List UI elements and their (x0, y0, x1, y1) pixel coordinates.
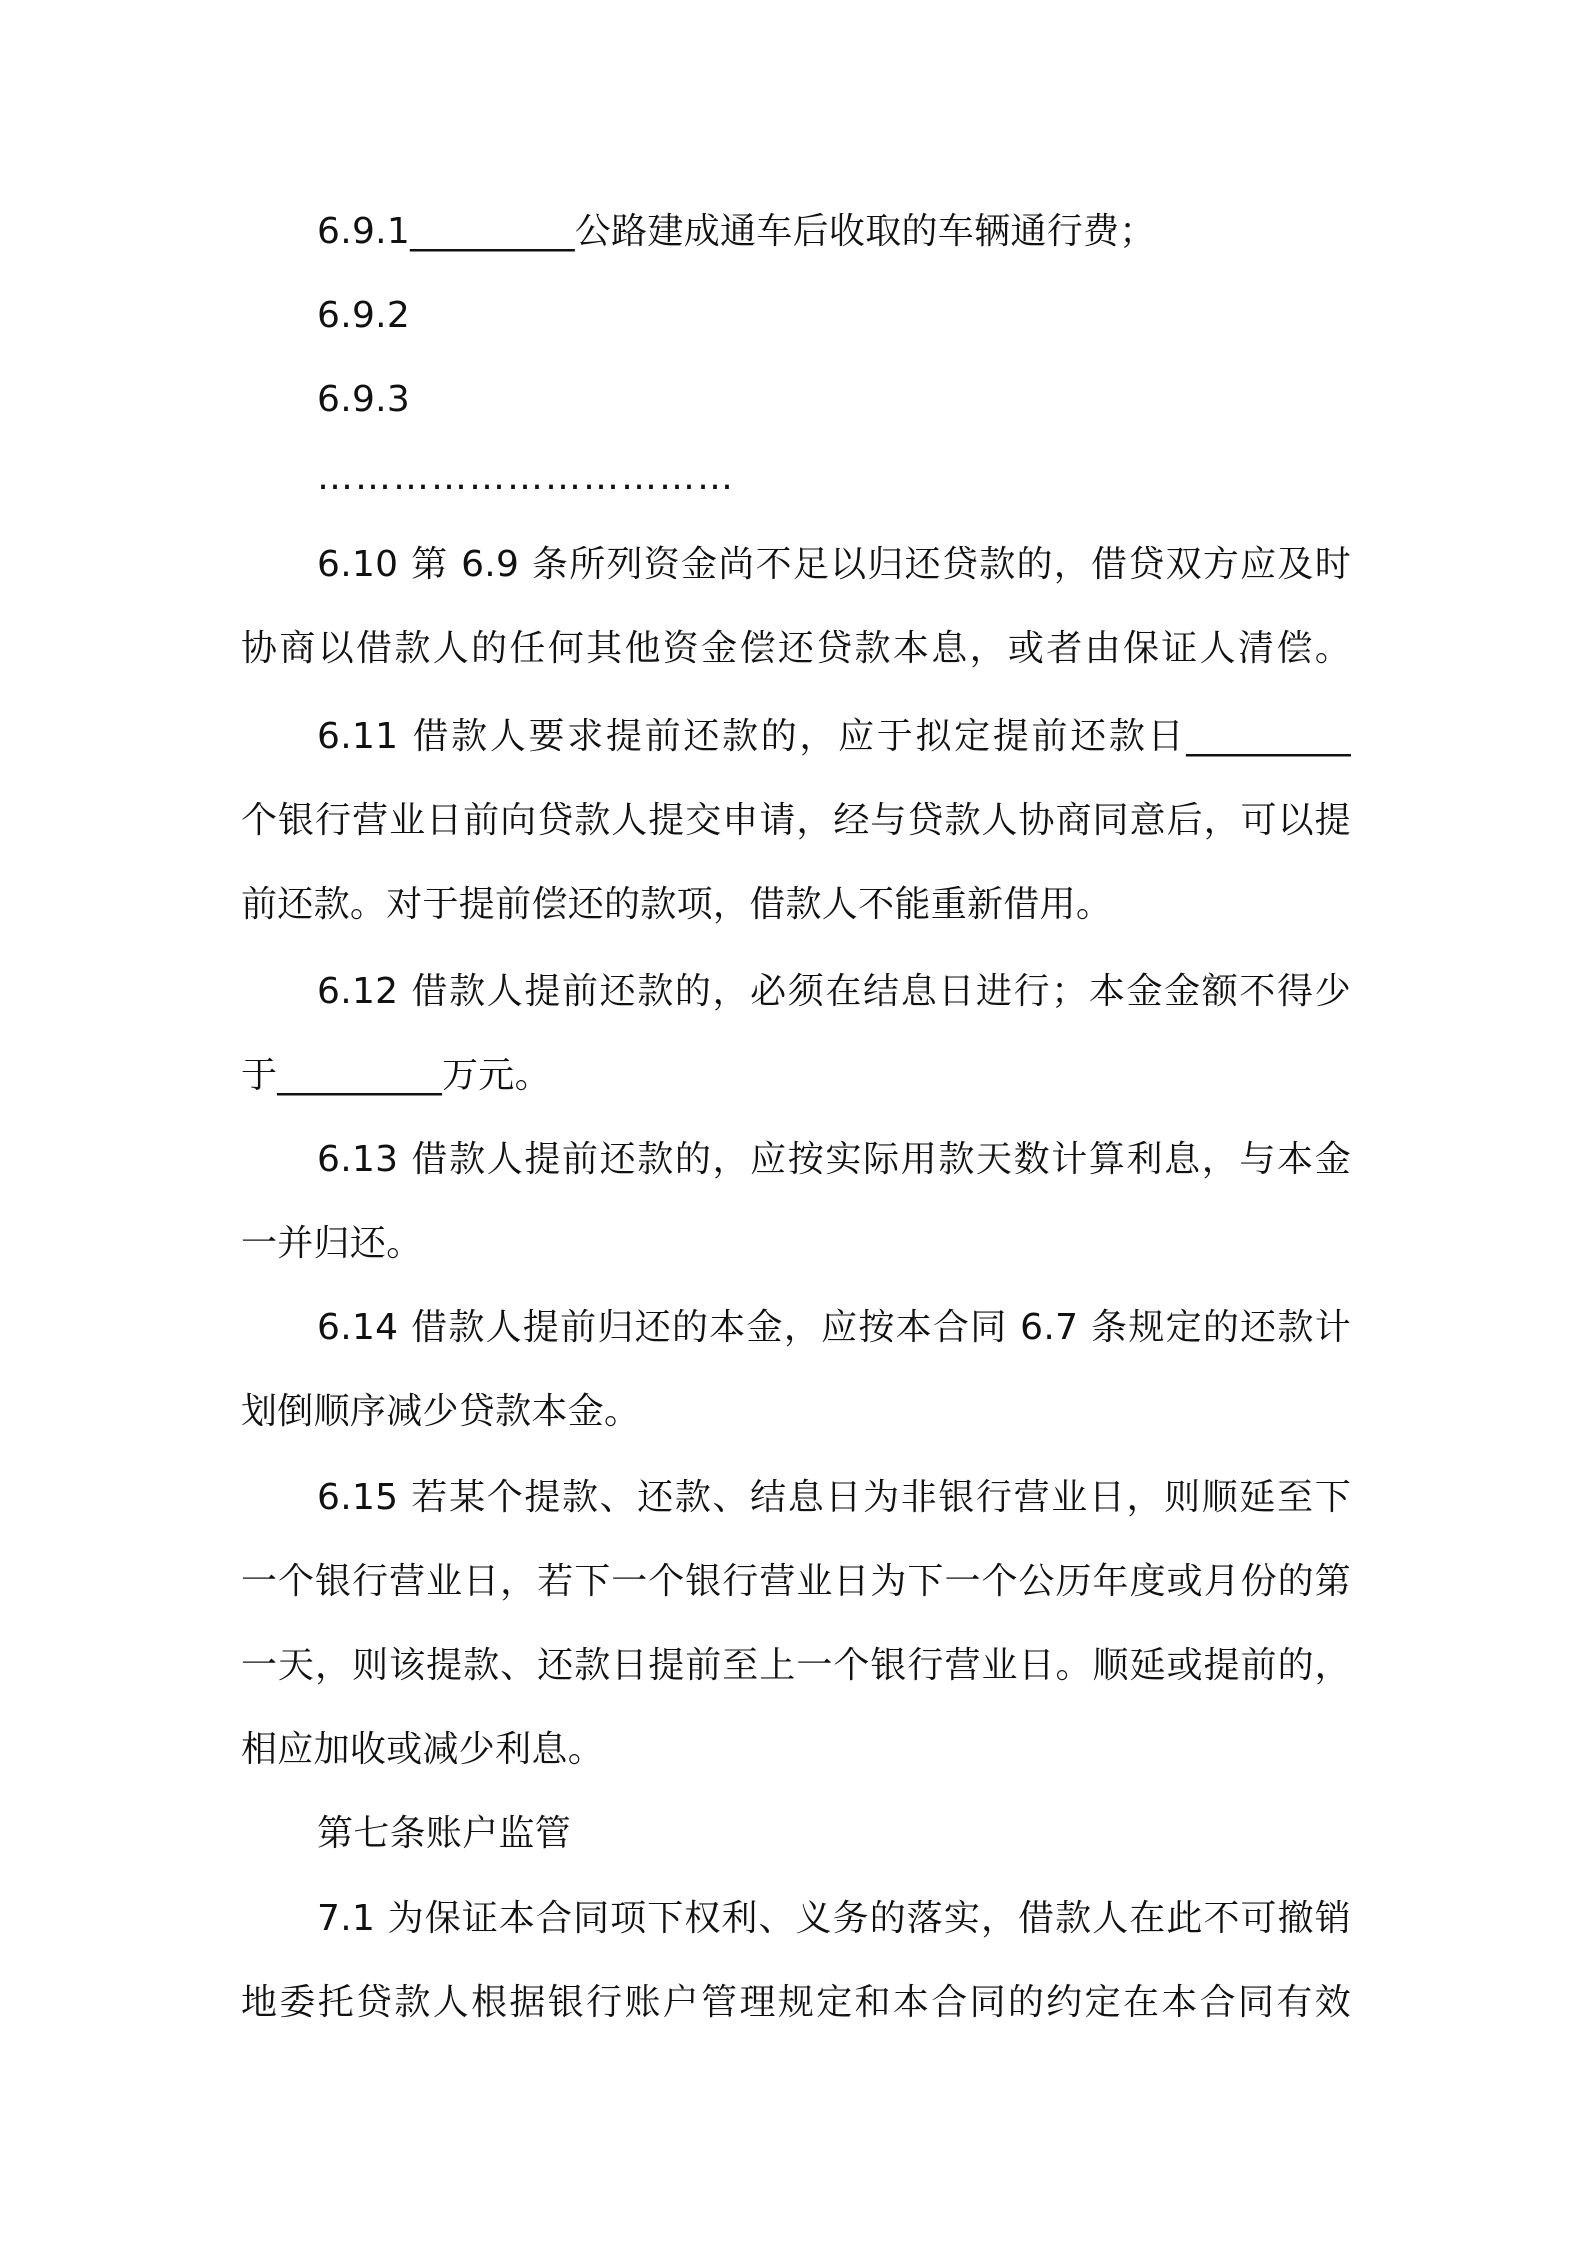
clause-6-9-2: 6.9.2 (317, 295, 411, 336)
clause-6-9-1: 6.9.1_________公路建成通车后收取的车辆通行费； (317, 211, 1156, 252)
clause-6-9-3: 6.9.3 (317, 379, 411, 420)
ellipsis-line: …………………………… (317, 457, 735, 498)
clause-6-12-line-2: 于_________万元。 (241, 1055, 551, 1096)
clause-6-11-line-2: 个银行营业日前向贷款人提交申请，经与贷款人协商同意后，可以提 (241, 800, 1351, 841)
clause-7-1-line-1: 7.1 为保证本合同项下权利、义务的落实，借款人在此不可撤销 (317, 1898, 1351, 1939)
clause-6-12-line-1: 6.12 借款人提前还款的，必须在结息日进行；本金金额不得少 (317, 971, 1351, 1012)
clause-6-10-line-1: 6.10 第 6.9 条所列资金尚不足以归还贷款的，借贷双方应及时 (317, 544, 1351, 585)
clause-6-13-line-1: 6.13 借款人提前还款的，应按实际用款天数计算利息，与本金 (317, 1139, 1351, 1180)
clause-6-14-line-1: 6.14 借款人提前归还的本金，应按本合同 6.7 条规定的还款计 (317, 1307, 1351, 1348)
article-7-heading: 第七条账户监管 (317, 1813, 572, 1854)
clause-6-15-line-4: 相应加收或减少利息。 (241, 1729, 605, 1770)
clause-6-11-line-3: 前还款。对于提前偿还的款项，借款人不能重新借用。 (241, 884, 1113, 925)
clause-6-15-line-1: 6.15 若某个提款、还款、结息日为非银行营业日，则顺延至下 (317, 1477, 1351, 1518)
clause-6-10-line-2: 协商以借款人的任何其他资金偿还贷款本息，或者由保证人清偿。 (241, 628, 1351, 669)
clause-6-13-line-2: 一并归还。 (241, 1223, 423, 1264)
clause-7-1-line-2: 地委托贷款人根据银行账户管理规定和本合同的约定在本合同有效 (241, 1982, 1351, 2023)
clause-6-11-line-1: 6.11 借款人要求提前还款的，应于拟定提前还款日_________ (317, 716, 1351, 757)
clause-6-15-line-2: 一个银行营业日，若下一个银行营业日为下一个公历年度或月份的第 (241, 1561, 1351, 1602)
clause-6-14-line-2: 划倒顺序减少贷款本金。 (241, 1391, 641, 1432)
clause-6-15-line-3: 一天，则该提款、还款日提前至上一个银行营业日。顺延或提前的， (241, 1645, 1351, 1686)
